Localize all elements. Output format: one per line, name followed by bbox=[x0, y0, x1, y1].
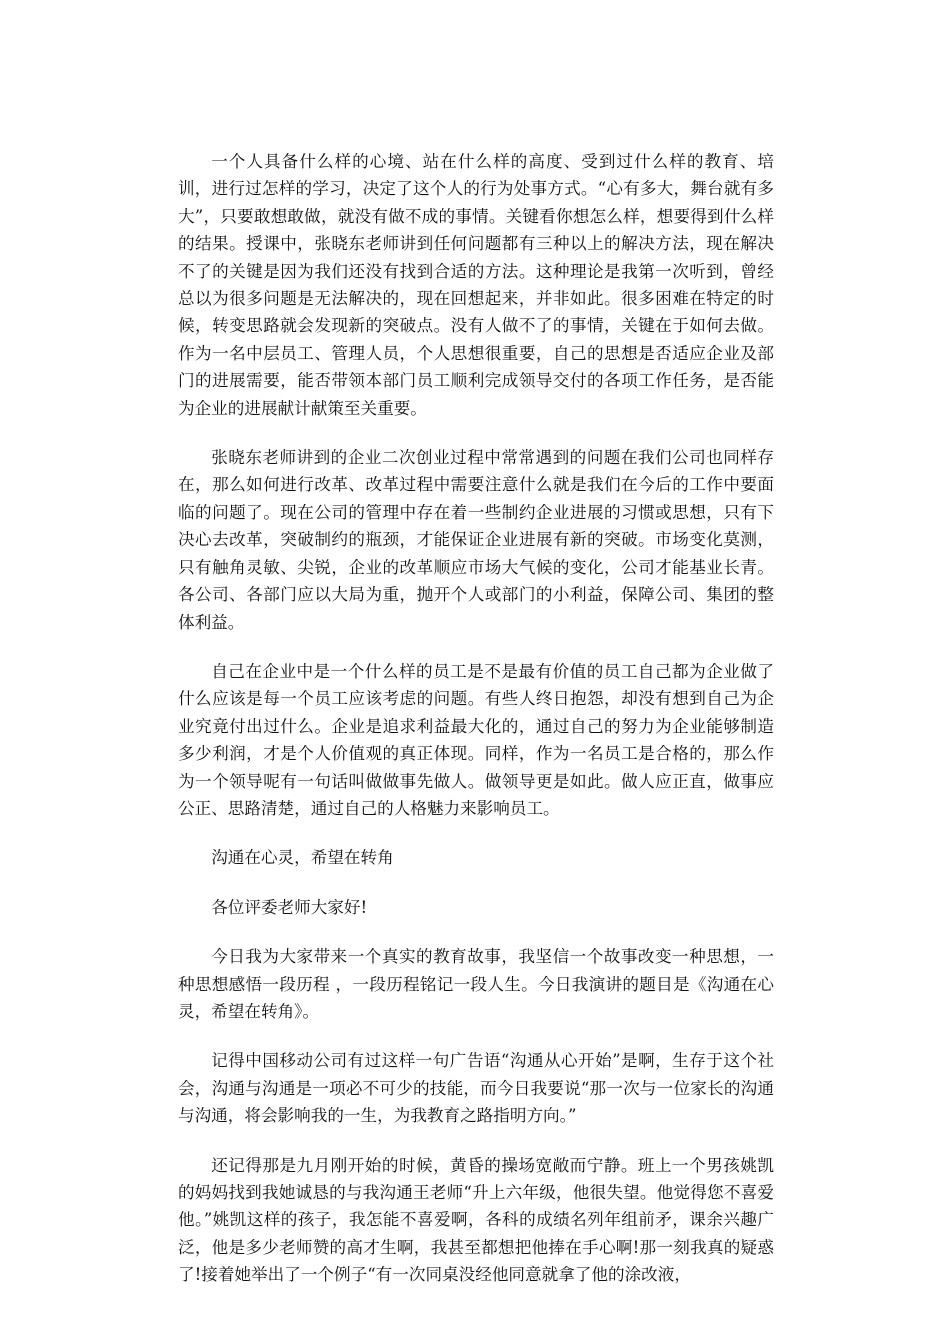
paragraph-3: 自己在企业中是一个什么样的员工是不是最有价值的员工自己都为企业做了什么应该是每一个员工应该考虑的问题。有些人终日抱怨，却没有想到自己为企业究竟付出过什么。企业是追求利益最大化的，通过自己的努力为企业能够制造多少利润，才是个人价值观的真正体现。同样，作为一名员工是合格的，那么作为一个领导呢有一句话叫做做事先做人。做领导更是如此。做人应正直，做事应公正、思路清楚，通过自己的人格魅力来影响员工。 bbox=[178, 661, 774, 818]
greeting: 各位评委老师大家好! bbox=[211, 897, 368, 917]
speech-title: 沟通在心灵，希望在转角 bbox=[211, 848, 394, 868]
paragraph-1: 一个人具备什么样的心境、站在什么样的高度、受到过什么样的教育、培训，进行过怎样的学习，决定了这个人的行为处事方式。“心有多大，舞台就有多大”，只要敢想敢做，就没有做不成的事情。关键看你想怎么样，想要得到什么样的结果。授课中，张晓东老师讲到任何问题都有三种以上的解决方法，现在解决不了的关键是因为我们还没有找到合适的方法。这种理论是我第一次听到，曾经总以为很多问题是无法解决的，现在回想起来，并非如此。很多困难在特定的时候，转变思路就会发现新的突破点。没有人做不了的事情，关键在于如何去做。作为一名中层员工、管理人员，个人思想很重要，自己的思想是否适应企业及部门的进展需要，能否带领本部门员工顺利完成领导交付的各项工作任务，是否能为企业的进展献计献策至关重要。 bbox=[178, 152, 774, 418]
paragraph-6: 今日我为大家带来一个真实的教育故事，我坚信一个故事改变一种思想，一种思想感悟一段历程 ，一段历程铭记一段人生。今日我演讲的题目是《沟通在心灵，希望在转角》。 bbox=[178, 947, 774, 1021]
document-page bbox=[178, 148, 774, 1311]
paragraph-2: 张晓东老师讲到的企业二次创业过程中常常遇到的问题在我们公司也同样存在，那么如何进行改革、改革过程中需要注意什么就是我们在今后的工作中要面临的问题了。现在公司的管理中存在着一些制约企业进展的习惯或思想，只有下决心去改革，突破制约的瓶颈，才能保证企业进展有新的突破。市场变化莫测，只有触角灵敏、尖锐，企业的改革顺应市场大气候的变化，公司才能基业长青。各公司、各部门应以大局为重，抛开个人或部门的小利益，保障公司、集团的整体利益。 bbox=[178, 448, 774, 632]
paragraph-8: 还记得那是九月刚开始的时候，黄昏的操场宽敞而宁静。班上一个男孩姚凯的妈妈找到我她诚恳的与我沟通王老师“升上六年级，他很失望。他觉得您不喜爱他。”姚凯这样的孩子，我怎能不喜爱啊，各科的成绩名列年组前矛，课余兴趣广泛，他是多少老师赞的高才生啊，我甚至都想把他捧在手心啊!那一刻我真的疑惑了!接着她举出了一个例子“有一次同桌没经他同意就拿了他的涂改液， bbox=[178, 1155, 774, 1285]
paragraph-7: 记得中国移动公司有过这样一句广告语“沟通从心开始”是啊，生存于这个社会，沟通与沟通是一项必不可少的技能，而今日我要说“那一次与一位家长的沟通与沟通，将会影响我的一生，为我教育之路指明方向。” bbox=[178, 1051, 774, 1126]
